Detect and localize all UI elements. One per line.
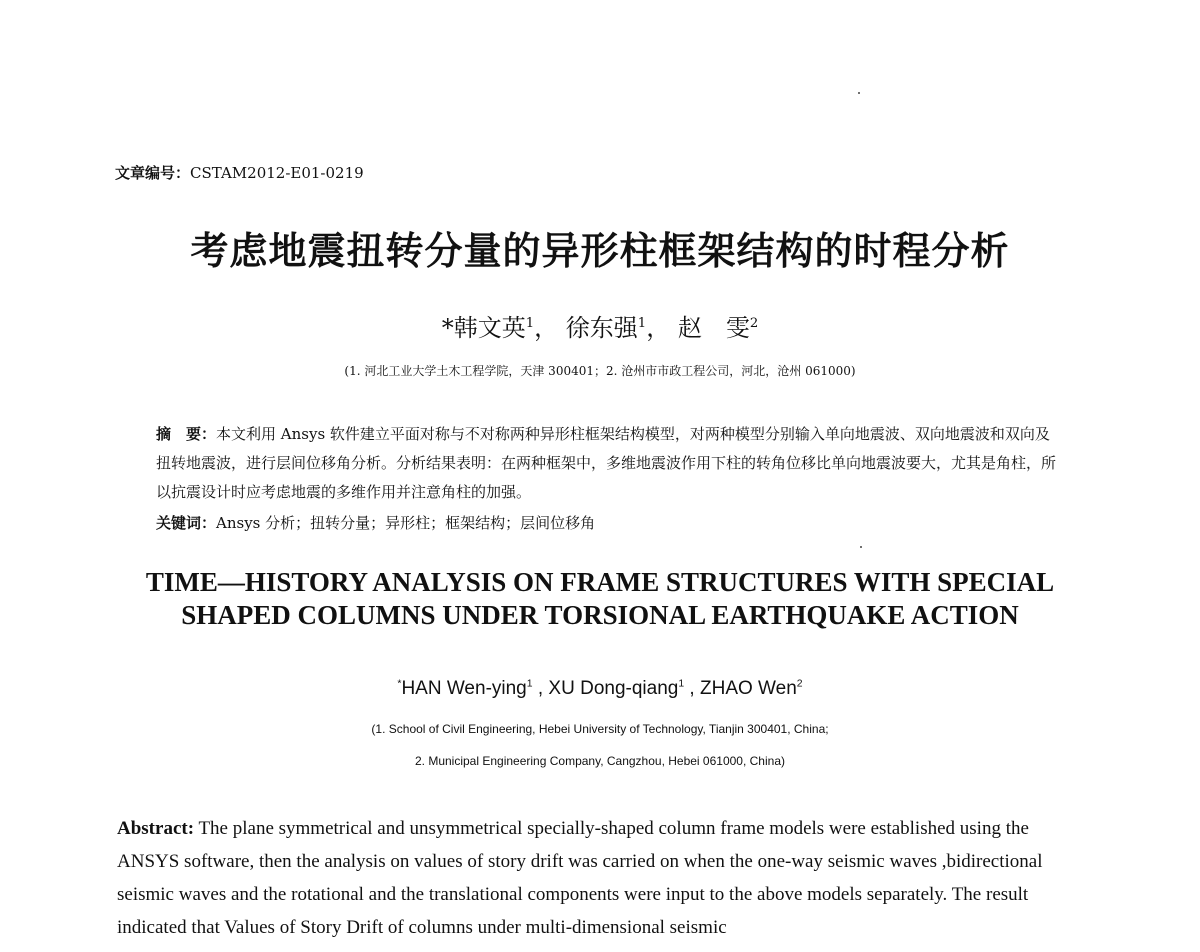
- affiliation-en-1: (1. School of Civil Engineering, Hebei University of Technology, Tianjin 300401, China;: [371, 722, 829, 736]
- keywords-cn: [156, 512, 595, 533]
- abstract-en: [117, 812, 1087, 944]
- scan-speck: [858, 92, 860, 94]
- scan-speck: [860, 546, 862, 548]
- title-en: [0, 566, 1200, 632]
- authors-en: [0, 678, 1200, 700]
- author-cn: *韩文英$^1$，: [441, 314, 559, 342]
- article-number-label: 文章编号：: [115, 164, 191, 182]
- keywords-cn-text: Ansys 分析；扭转分量；异形柱；框架结构；层间位移角: [216, 514, 596, 532]
- author-en: *HAN Wen-ying$^1$ ,: [397, 678, 549, 699]
- keywords-cn-label: 关键词：: [156, 514, 217, 532]
- authors-cn: [0, 308, 1200, 343]
- author-cn: 赵 雯$^2$: [677, 314, 759, 342]
- title-en-line1: TIME—HISTORY ANALYSIS ON FRAME STRUCTURES WITH SPECIAL: [145, 567, 1055, 597]
- author-en: ZHAO Wen$^2$: [700, 678, 803, 699]
- author-en: XU Dong-qiang$^1$ ,: [548, 678, 700, 699]
- abstract-en-text: The plane symmetrical and unsymmetrical specially-shaped column frame models were established using the ANSYS software, then the analysis on values of story drift was carried on when the one-way seismic waves ,bidirectional seismic waves and the rotational and the translational components were input to the above models separately. The result indicated that Values of Story Drift of columns under multi-dimensional seismic: [117, 818, 1043, 938]
- article-number-value: CSTAM2012-E01-0219: [190, 164, 364, 182]
- title-cn: 考虑地震扭转分量的异形柱框架结构的时程分析: [190, 229, 1010, 273]
- abstract-cn-text: 本文利用 Ansys 软件建立平面对称与不对称两种异形柱框架结构模型，对两种模型分别输入单向地震波、双向地震波和双向及扭转地震波，进行层间位移角分析。分析结果表明：在两种框架中，多维地震波作用下柱的转角位移比单向地震波要大，尤其是角柱，所以抗震设计时应考虑地震的多维作用并注意角柱的加强。: [156, 425, 1057, 501]
- abstract-en-label: Abstract:: [117, 818, 195, 839]
- affiliation-en-2: 2. Municipal Engineering Company, Cangzhou, Hebei 061000, China): [414, 754, 785, 768]
- article-number: [115, 162, 364, 183]
- author-cn: 徐东强$^1$，: [565, 314, 671, 342]
- abstract-cn: [156, 420, 1056, 507]
- title-en-line2: SHAPED COLUMNS UNDER TORSIONAL EARTHQUAKE ACTION: [181, 600, 1019, 630]
- affiliations-cn: (1. 河北工业大学土木工程学院，天津 300401；2. 沧州市市政工程公司，河北，沧州 061000): [344, 364, 856, 378]
- abstract-cn-label: 摘 要：: [156, 425, 217, 443]
